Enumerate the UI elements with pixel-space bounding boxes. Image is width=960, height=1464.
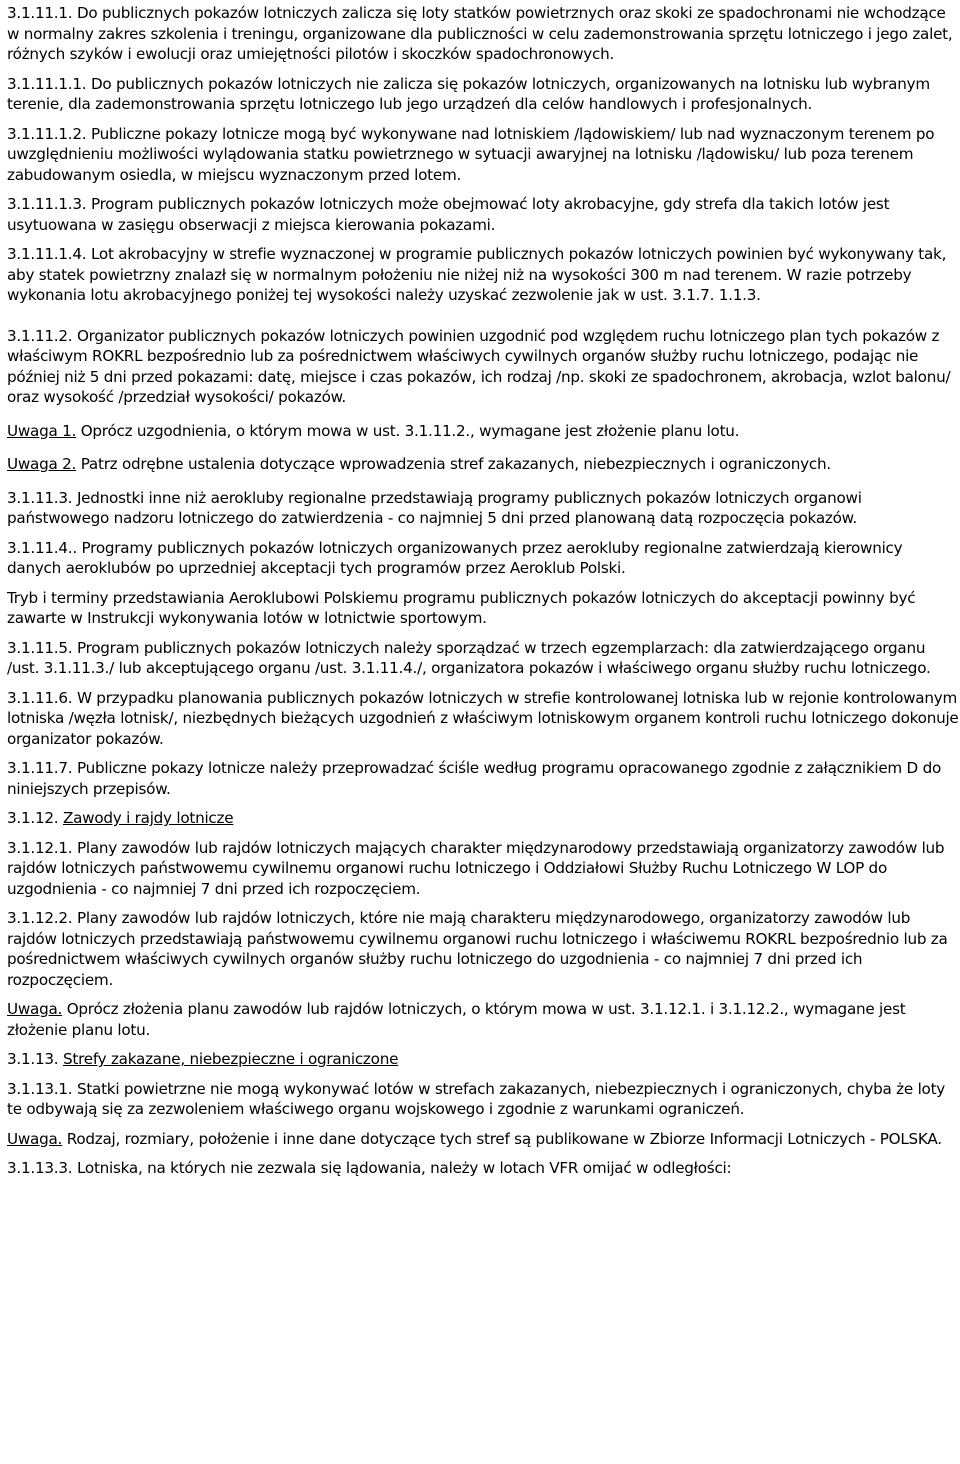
paragraph-3-1-11-1-1 <box>7 74 960 115</box>
paragraph-text: W przypadku planowania publicznych pokazów lotniczych w strefie kontrolowanej lotniska lub w rejonie kontrolowanym lotniska /węzła lotnisk/, niezbędnych bieżących uzgodnień z właściwym lotniskowym organem kontroli ruchu lotniczego dokonuje organizator pokazów. <box>7 688 959 748</box>
paragraph-3-1-11-1-2 <box>7 124 960 186</box>
paragraph-text: Publiczne pokazy lotnicze mogą być wykonywane nad lotniskiem /lądowiskiem/ lub nad wyznaczonym terenem po uwzględnieniu możliwości wylądowania statku powietrznego w sytuacji awaryjnej na lotnisku /lądowisku/ lub poza terenem zabudowanym osiedla, w miejscu wyznaczonym przed lotem. <box>7 124 935 184</box>
paragraph-3-1-11-7 <box>7 758 960 799</box>
section-heading-3-1-12 <box>7 808 960 829</box>
section-title: Zawody i rajdy lotnicze <box>62 809 234 827</box>
paragraph-text: Organizator publicznych pokazów lotniczych powinien uzgodnić pod względem ruchu lotniczego plan tych pokazów z właściwym ROKRL bezpośrednio lub za pośrednictwem właściwych cywilnych organów służby ruchu lotniczego, podając nie później niż 5 dni przed pokazami: datę, miejsce i czas pokazów, ich rodzaj /np. skoki ze spadochronem, akrobacja, wzlot balonu/ oraz wysokość /przedział wysokości/ pokazów. <box>7 326 951 406</box>
section-number: 3.1.11.1. <box>7 4 73 22</box>
note-text: Oprócz uzgodnienia, o którym mowa w ust. 3.1.11.2., wymagane jest złożenie planu lotu. <box>76 421 740 440</box>
paragraph-3-1-13-3 <box>7 1158 960 1179</box>
note-3-1-12 <box>7 999 960 1040</box>
section-number: 3.1.13.1. <box>7 1079 73 1098</box>
paragraph-text: Lot akrobacyjny w strefie wyznaczonej w programie publicznych pokazów lotniczych powinien być wykonywany tak, aby statek powietrzny znalazł się w normalnym położeniu nie niżej niż na wysokości 300 m nad terenem. W razie potrzeby wykonania lotu akrobacyjnego poniżej tej wysokości należy uzyskać zezwolenie jak w ust. 3.1.7. 1.1.3. <box>7 245 947 304</box>
section-number: 3.1.11.7. <box>7 759 73 777</box>
paragraph-3-1-11-4 <box>7 538 960 579</box>
section-number: 3.1.11.3. <box>7 488 73 507</box>
paragraph-3-1-11-6 <box>7 688 960 750</box>
paragraph-3-1-11-2 <box>7 326 960 408</box>
note-label: Uwaga 2. <box>7 455 77 473</box>
note-3-1-13 <box>7 1129 960 1150</box>
section-number: 3.1.11.1.4. <box>7 245 87 263</box>
note-text: Patrz odrębne ustalenia dotyczące wprowadzenia stref zakazanych, niebezpiecznych i ograniczonych. <box>76 455 831 473</box>
paragraph-3-1-11-1-4 <box>7 244 960 306</box>
section-number: 3.1.12.2. <box>7 909 73 927</box>
section-number: 3.1.11.1.2. <box>7 124 87 143</box>
paragraph-tryb <box>7 588 960 629</box>
paragraph-text: Plany zawodów lub rajdów lotniczych, które nie mają charakteru międzynarodowego, organizatorzy zawodów lub rajdów lotniczych przedstawiają państwowemu cywilnemu organowi ruchu lotniczego i właściwemu ROKRL bezpośrednio lub za pośrednictwem właściwych cywilnych organów służby ruchu lotniczego do uzgodnienia - co najmniej 7 dni przed ich rozpoczęciem. <box>7 909 948 989</box>
paragraph-text: Plany zawodów lub rajdów lotniczych mających charakter międzynarodowy przedstawiają organizatorzy zawodów lub rajdów lotniczych państwowemu cywilnemu organowi ruchu lotniczego i Oddziałowi Służby Ruchu Lotniczego W LOP do uzgodnienia - co najmniej 7 dni przed ich rozpoczęciem. <box>7 838 945 898</box>
section-number: 3.1.11.6. <box>7 688 73 707</box>
note-text: Oprócz złożenia planu zawodów lub rajdów lotniczych, o którym mowa w ust. 3.1.12.1. i 3.1.12.2., wymagane jest złożenie planu lotu. <box>7 1000 906 1039</box>
section-heading-3-1-13 <box>7 1049 960 1070</box>
paragraph-3-1-11-1-3 <box>7 194 960 235</box>
section-number: 3.1.11.1.1. <box>7 74 87 93</box>
note-1 <box>7 421 960 442</box>
paragraph-3-1-12-1 <box>7 838 960 900</box>
paragraph-text: Program publicznych pokazów lotniczych należy sporządzać w trzech egzemplarzach: dla zatwierdzającego organu /ust. 3.1.11.3./ lub akceptującego organu /ust. 3.1.11.4./, organizatora pokazów i właściwego organu służby ruchu lotniczego. <box>7 638 931 677</box>
section-number: 3.1.13.3. <box>7 1159 73 1177</box>
paragraph-3-1-13-1 <box>7 1079 960 1120</box>
paragraph-text: Lotniska, na których nie zezwala się lądowania, należy w lotach VFR omijać w odległości: <box>72 1159 732 1177</box>
note-label: Uwaga. <box>7 1000 63 1018</box>
paragraph-3-1-11-5 <box>7 638 960 679</box>
paragraph-text: Statki powietrzne nie mogą wykonywać lotów w strefach zakazanych, niebezpiecznych i ograniczonych, chyba że loty te odbywają się za zezwoleniem właściwego organu wojskowego i zgodnie z warunkami ograniczeń. <box>7 1079 946 1118</box>
section-number: 3.1.11.5. <box>7 638 73 657</box>
section-number: 3.1.11.1.3. <box>7 195 87 213</box>
paragraph-text: Program publicznych pokazów lotniczych może obejmować loty akrobacyjne, gdy strefa dla takich lotów jest usytuowana w zasięgu obserwacji z miejsca kierowania pokazami. <box>7 195 890 234</box>
note-text: Rodzaj, rozmiary, położenie i inne dane dotyczące tych stref są publikowane w Zbiorze Informacji Lotniczych - POLSKA. <box>62 1129 942 1148</box>
section-title: Strefy zakazane, niebezpieczne i ograniczone <box>62 1050 399 1068</box>
note-label: Uwaga 1. <box>7 421 77 440</box>
section-number: 3.1.11.2. <box>7 326 73 345</box>
paragraph-3-1-11-1 <box>7 3 960 65</box>
section-number: 3.1.12. <box>7 809 59 827</box>
note-label: Uwaga. <box>7 1129 63 1148</box>
paragraph-text: Programy publicznych pokazów lotniczych organizowanych przez aerokluby regionalne zatwierdzają kierownicy danych aeroklubów po uprzedniej akceptacji tych programów przez Aeroklub Polski. <box>7 538 903 577</box>
paragraph-text: Do publicznych pokazów lotniczych zalicza się loty statków powietrznych oraz skoki ze spadochronami nie wchodzące w normalny zakres szkolenia i treningu, organizowane dla publiczności w celu zademonstrowania sprzętu lotniczego i jego zalet, różnych szyków i ewolucji oraz umiejętności pilotów i skoczków spadochronowych. <box>7 4 953 63</box>
note-2 <box>7 454 960 475</box>
paragraph-text: Tryb i terminy przedstawiania Aeroklubowi Polskiemu programu publicznych pokazów lotniczych do akceptacji powinny być zawarte w Instrukcji wykonywania lotów w lotnictwie sportowym. <box>7 588 916 627</box>
section-number: 3.1.13. <box>7 1050 59 1068</box>
paragraph-text: Do publicznych pokazów lotniczych nie zalicza się pokazów lotniczych, organizowanych na lotnisku lub wybranym terenie, dla zademonstrowania sprzętu lotniczego lub jego urządzeń dla celów handlowych i profesjonalnych. <box>7 74 930 113</box>
paragraph-text: Publiczne pokazy lotnicze należy przeprowadzać ściśle według programu opracowanego zgodnie z załącznikiem D do niniejszych przepisów. <box>7 759 942 798</box>
paragraph-3-1-12-2 <box>7 908 960 990</box>
paragraph-text: Jednostki inne niż aerokluby regionalne przedstawiają programy publicznych pokazów lotniczych organowi państwowego nadzoru lotniczego do zatwierdzenia - co najmniej 5 dni przed planowaną datą rozpoczęcia pokazów. <box>7 488 862 527</box>
section-number: 3.1.11.4.. <box>7 538 77 557</box>
section-number: 3.1.12.1. <box>7 838 73 857</box>
paragraph-3-1-11-3 <box>7 488 960 529</box>
